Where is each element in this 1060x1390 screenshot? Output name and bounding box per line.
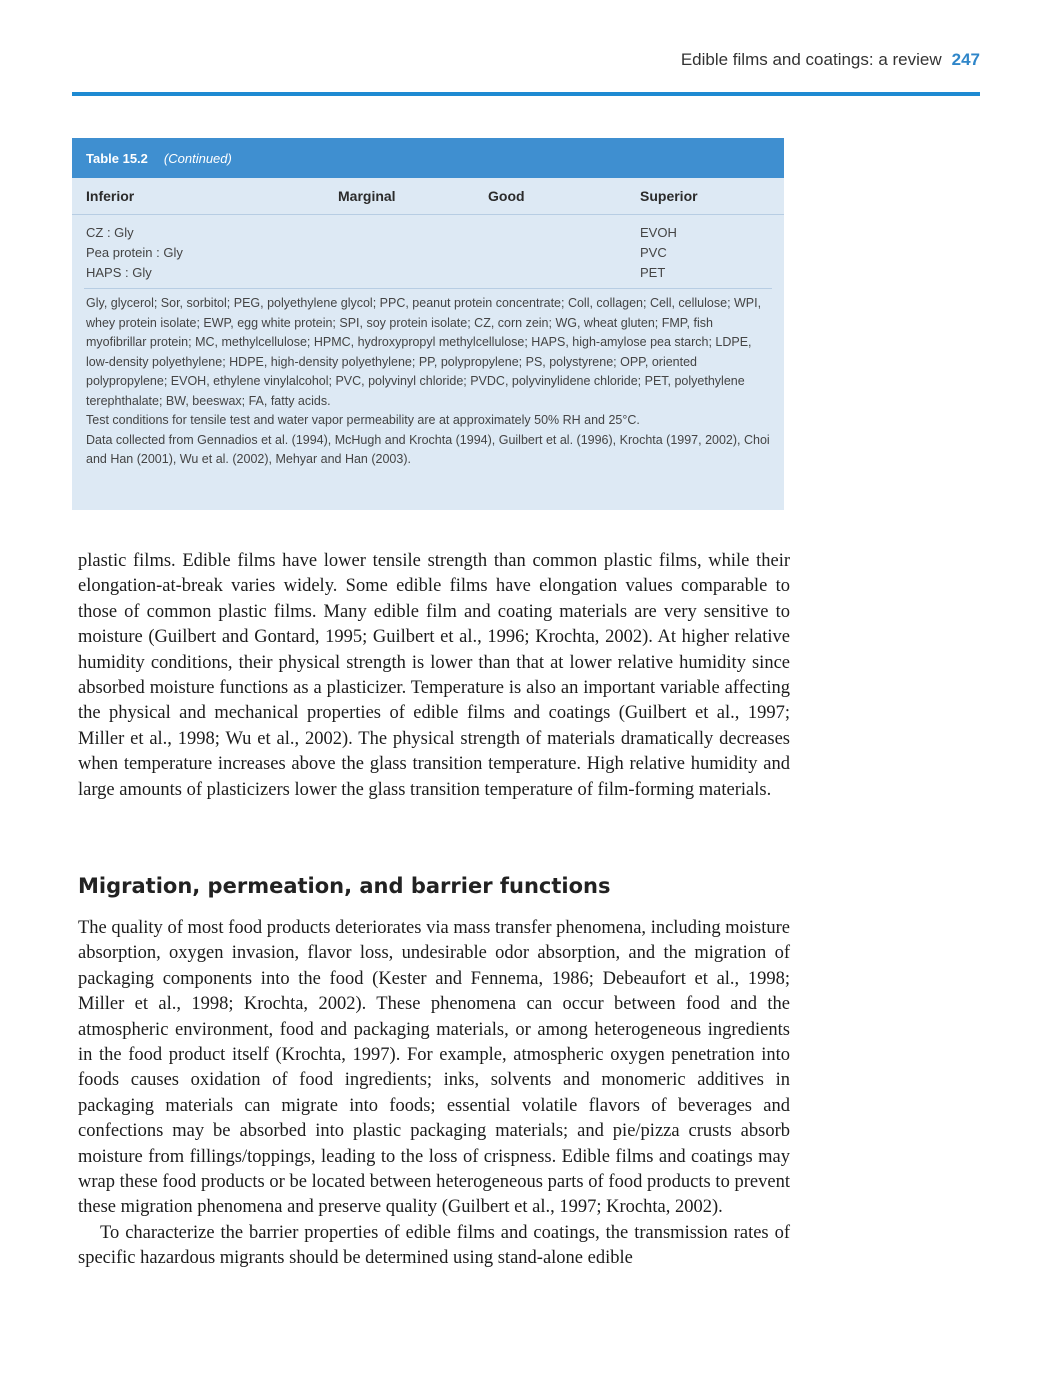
body-paragraph: plastic films. Edible films have lower tensile strength than common plastic films, while their elongation-at-break varies widely. Some edible films have elongation values comparable to those of common plastic films. Many edible film and coating materials are very sensitive to moisture (Guilbert and Gontard, 1995; Guilbert et al., 1996; Krochta, 2002). At higher relative humidity conditions, their physical strength is lower than that at lower relative humidity since absorbed moisture functions as a plasticizer. Temperature is also an important variable affecting the physical and mechanical properties of edible films and coatings (Guilbert et al., 1997; Miller et al., 1998; Wu et al., 2002). The physical strength of materials dramatically decreases when temperature increases above the glass transition temperature. High relative humidity and large amounts of plasticizers lower the glass transition temperature of film-forming materials. bbox=[78, 551, 790, 800]
table-cell: PVC bbox=[640, 245, 667, 260]
section-heading: Migration, permeation, and barrier functions bbox=[78, 874, 611, 898]
table-cell: EVOH bbox=[640, 225, 677, 240]
column-header-good: Good bbox=[488, 188, 525, 204]
body-paragraph-2-block bbox=[78, 916, 790, 1272]
table-cell: Pea protein : Gly bbox=[86, 245, 183, 260]
table-footnote-divider bbox=[84, 288, 772, 289]
table-number: Table 15.2 bbox=[86, 150, 148, 166]
body-paragraph: The quality of most food products deteriorates via mass transfer phenomena, including moisture absorption, oxygen invasion, flavor loss, undesirable odor absorption, and the migration of packaging components into the food (Kester and Fennema, 1986; Debeaufort et al., 1998; Miller et al., 1998; Krochta, 2002). These phenomena can occur between food and the atmospheric environment, food and packaging materials, or among heterogeneous ingredients in the food product itself (Krochta, 1997). For example, atmospheric oxygen penetration into foods causes oxidation of food ingredients; inks, solvents and monomeric additives in packaging materials can migrate into foods; essential volatile flavors of beverages and confections may be absorbed into plastic packaging materials; and pie/pizza crusts absorb moisture from fillings/toppings, leading to the loss of crispness. Edible films and coatings may wrap these food products or be located between heterogeneous parts of food products to prevent these migration phenomena and preserve quality (Guilbert et al., 1997; Krochta, 2002). bbox=[78, 918, 790, 1218]
column-header-inferior: Inferior bbox=[86, 188, 135, 204]
table-caption bbox=[72, 138, 784, 178]
body-paragraph-1-block bbox=[78, 549, 790, 803]
table-footnotes bbox=[86, 294, 770, 470]
page-number: 247 bbox=[951, 50, 980, 69]
table-cell: CZ : Gly bbox=[86, 225, 134, 240]
running-head bbox=[681, 50, 980, 70]
data-source-note: Data collected from Gennadios et al. (1994), McHugh and Krochta (1994), Guilbert et al. (1996), Krochta (1997, 2002), Choi and Han (2001), Wu et al. (2002), Mehyar and Han (2003). bbox=[86, 432, 770, 466]
body-paragraph: To characterize the barrier properties of edible films and coatings, the transmission rates of specific hazardous migrants should be determined using stand-alone edible bbox=[78, 1222, 790, 1269]
table-header-row bbox=[72, 178, 784, 215]
table-cell: PET bbox=[640, 265, 666, 280]
superior-column bbox=[640, 223, 677, 283]
column-header-superior: Superior bbox=[640, 188, 698, 204]
test-conditions-note: Test conditions for tensile test and water vapor permeability are at approximately 50% RH and 25°C. bbox=[86, 413, 640, 427]
running-head-title: Edible films and coatings: a review bbox=[680, 50, 942, 69]
table-cell: HAPS : Gly bbox=[86, 265, 152, 280]
table-body bbox=[72, 215, 784, 283]
inferior-column bbox=[86, 223, 183, 283]
table-continued-label: (Continued) bbox=[163, 150, 232, 166]
table-15-2 bbox=[72, 138, 784, 510]
abbreviations-note: Gly, glycerol; Sor, sorbitol; PEG, polyethylene glycol; PPC, peanut protein concentrate; Coll, collagen; Cell, cellulose; WPI, whey protein isolate; EWP, egg white protein; SPI, soy protein isolate; CZ, corn zein; WG, wheat gluten; FMP, fish myofibrillar protein; MC, methylcellulose; HPMC, hydroxypropyl methylcellulose; HAPS, high-amylose pea starch; LDPE, low-density polyethylene; HDPE, high-density polyethylene; PP, polypropylene; PS, polystyrene; OPP, oriented polypropylene; EVOH, ethylene vinylalcohol; PVC, polyvinyl chloride; PVDC, polyvinylidene chloride; PET, polyethylene terephthalate; BW, beeswax; FA, fatty acids. bbox=[86, 296, 762, 408]
column-header-marginal: Marginal bbox=[338, 188, 396, 204]
header-rule bbox=[72, 92, 980, 96]
